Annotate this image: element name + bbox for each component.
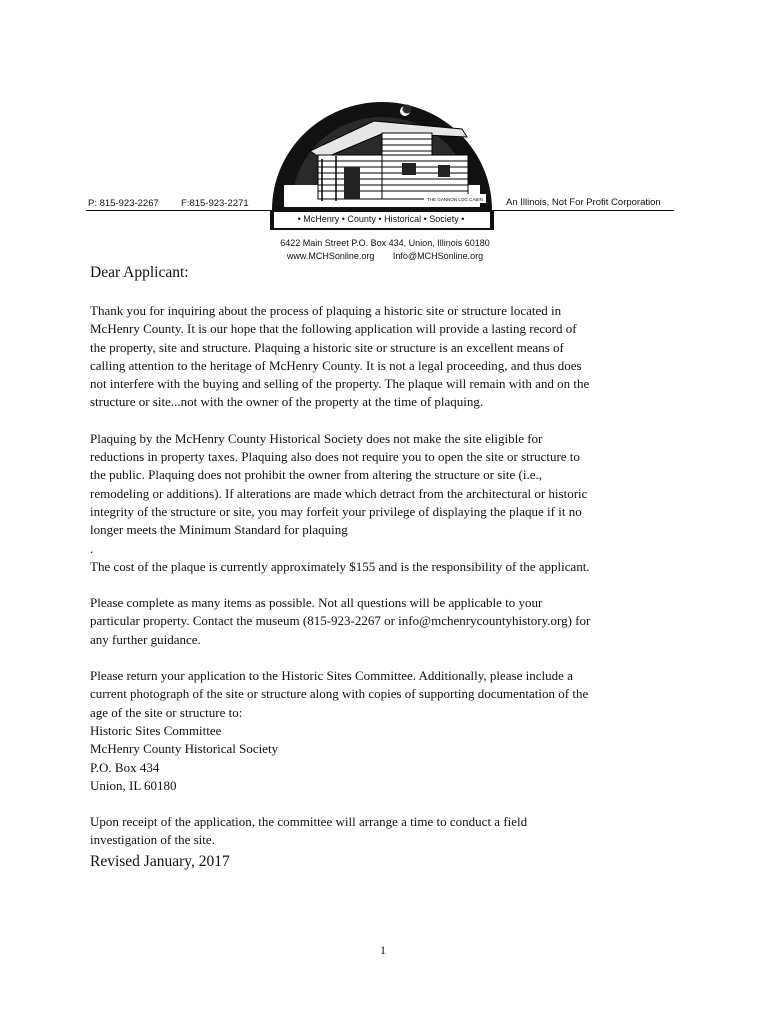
letterhead-rule-left <box>86 210 272 211</box>
letter-body <box>90 302 690 868</box>
text-line: any further guidance. <box>90 631 201 647</box>
text-line: not interfere with the buying and selling of the property. The plaque will remain with and on the <box>90 376 590 392</box>
paragraph-return <box>90 667 690 795</box>
paragraph-complete <box>90 594 690 649</box>
mailing-address-line: Historic Sites Committee <box>90 722 222 738</box>
log-cabin-logo <box>262 93 502 233</box>
revision-date: Revised January, 2017 <box>90 853 230 870</box>
text-line: Thank you for inquiring about the process of plaquing a historic site or structure located in <box>90 303 562 318</box>
text-line: Please return your application to the Historic Sites Committee. Additionally, please include a <box>90 668 573 684</box>
email-link[interactable]: Info@MCHSonline.org <box>392 251 484 261</box>
society-name-band: • McHenry • County • Historical • Society • <box>297 214 465 224</box>
paragraph-intro <box>90 302 690 412</box>
logo-caption: THE GANNON LOG CABIN <box>427 197 483 202</box>
paragraph-receipt <box>90 813 690 850</box>
contact-line <box>200 251 570 261</box>
text-line: The cost of the plaque is currently approximately $155 and is the responsibility of the applicant. <box>90 558 590 574</box>
text-line: current photograph of the site or structure along with copies of supporting documentation of the <box>90 686 589 702</box>
letterhead-rule-right <box>492 210 674 211</box>
text-line: reductions in property taxes. Plaquing also does not require you to open the site or structure to <box>90 449 580 465</box>
phone-number: P: 815-923-2267 <box>88 198 159 209</box>
corporation-label: An Illinois, Not For Profit Corporation <box>506 197 661 208</box>
text-line: remodeling or additions). If alterations are made which detract from the architectural or historic <box>90 485 588 501</box>
text-line: particular property. Contact the museum (815-923-2267 or info@mchenrycountyhistory.org) for <box>90 613 591 629</box>
paragraph-cost <box>90 558 690 576</box>
mailing-address-line: McHenry County Historical Society <box>90 741 279 757</box>
mailing-address-line: Union, IL 60180 <box>90 777 177 793</box>
page-number: 1 <box>380 943 386 957</box>
text-line: . <box>90 540 94 556</box>
text-line: McHenry County. It is our hope that the following application will provide a lasting record of <box>90 321 577 337</box>
mailing-address-line: P.O. Box 434 <box>90 759 160 775</box>
text-line: Plaquing by the McHenry County Historical Society does not make the site eligible for <box>90 430 543 446</box>
website-link[interactable]: www.MCHSonline.org <box>286 251 375 261</box>
text-line: Please complete as many items as possible. Not all questions will be applicable to your <box>90 595 543 611</box>
text-line: integrity of the structure or site, you may forfeit your privilege of displaying the plaque if it no <box>90 503 582 519</box>
text-line: Upon receipt of the application, the committee will arrange a time to conduct a field <box>90 814 528 830</box>
text-line: investigation of the site. <box>90 832 215 848</box>
text-line: the public. Plaquing does not prohibit the owner from altering the structure or site (i.e., <box>90 467 543 483</box>
fax-number: F:815-923-2271 <box>181 198 249 209</box>
text-line: age of the site or structure to: <box>90 704 243 720</box>
text-line: the property, site and structure. Plaquing a historic site or structure is an excellent means of <box>90 339 564 355</box>
text-line: structure or site...not with the owner of the property at the time of plaquing. <box>90 394 484 410</box>
salutation: Dear Applicant: <box>90 264 189 281</box>
society-address: 6422 Main Street P.O. Box 434, Union, Illinois 60180 <box>280 238 490 248</box>
text-line: longer meets the Minimum Standard for plaquing <box>90 522 348 538</box>
paragraph-tax <box>90 430 690 558</box>
text-line: calling attention to the heritage of McHenry County. It is not a legal proceeding, and thus does <box>90 357 582 373</box>
